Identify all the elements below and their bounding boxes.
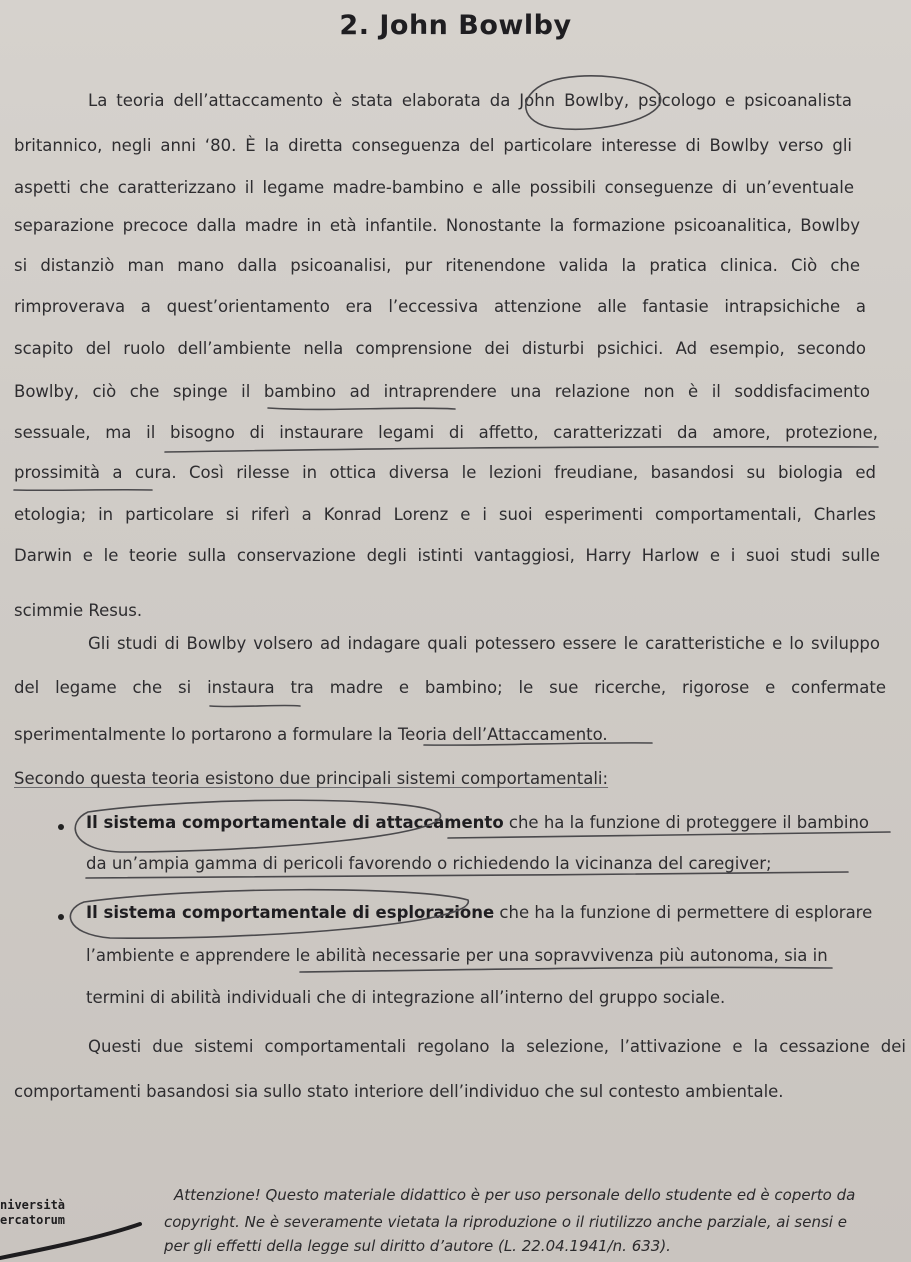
p2-line-2: del legame che si instaura tra madre e bambino; le sue ricerche, rigorose e confermate (14, 678, 886, 697)
bullet-2-first-line (86, 902, 872, 924)
bullet-2-rest: che ha la funzione di permettere di esplorare (494, 903, 873, 922)
p4-line-2: comportamenti basandosi sia sullo stato interiore dell’individuo che sul contesto ambientale. (14, 1082, 784, 1101)
bullet-dot-1 (58, 824, 64, 830)
p1-line-5: si distanziò man mano dalla psicoanalisi, pur ritenendone valida la pratica clinica. Ciò che (14, 256, 860, 275)
p1-line-9: sessuale, ma il bisogno di instaurare legami di affetto, caratterizzati da amore, protezione, (14, 423, 878, 442)
p1-line-10: prossimità a cura. Così rilesse in ottica diversa le lezioni freudiane, basandosi su biologia ed (14, 463, 876, 482)
p1-line-6: rimproverava a quest’orientamento era l’eccessiva attenzione alle fantasie intrapsichiche a (14, 297, 866, 316)
p1-line-3: aspetti che caratterizzano il legame madre-bambino e alle possibili conseguenze di un’eventuale (14, 178, 854, 197)
footer-notice-line-2: copyright. Ne è severamente vietata la riproduzione o il riutilizzo anche parziale, ai sensi e (164, 1213, 847, 1231)
bullet-1-line-2: da un’ampia gamma di pericoli favorendo o richiedendo la vicinanza del caregiver; (86, 854, 772, 873)
p1-line-4: separazione precoce dalla madre in età infantile. Nonostante la formazione psicoanalitica, Bowlby (14, 216, 860, 235)
p1-line-1: La teoria dell’attaccamento è stata elaborata da John Bowlby, psicologo e psicoanalista (88, 91, 852, 110)
bullet-2-line-3: termini di abilità individuali che di integrazione all’interno del gruppo sociale. (86, 988, 726, 1007)
bullet-2-line-2: l’ambiente e apprendere le abilità necessarie per una sopravvivenza più autonoma, sia in (86, 946, 828, 965)
p1-line-8: Bowlby, ciò che spinge il bambino ad intraprendere una relazione non è il soddisfacimento (14, 382, 870, 401)
bullet-1-bold: Il sistema comportamentale di attaccamento (86, 813, 504, 832)
p1-line-12: Darwin e le teorie sulla conservazione degli istinti vantaggiosi, Harry Harlow e i suoi studi sulle (14, 546, 880, 565)
bullet-1-rest: che ha la funzione di proteggere il bambino (503, 813, 870, 832)
university-logo-text (0, 1198, 65, 1228)
footer-notice-line-3: per gli effetti della legge sul diritto d’autore (L. 22.04.1941/n. 633). (164, 1237, 671, 1255)
bullet-dot-2 (58, 914, 64, 920)
p2-line-3: sperimentalmente lo portarono a formulare la Teoria dell’Attaccamento. (14, 725, 608, 744)
logo-line-2: ercatorum (0, 1213, 66, 1227)
p1-line-11: etologia; in particolare si riferì a Konrad Lorenz e i suoi esperimenti comportamentali, Charles (14, 505, 876, 524)
p1-line-13: scimmie Resus. (14, 601, 143, 620)
p2-line-1: Gli studi di Bowlby volsero ad indagare quali potessero essere le caratteristiche e lo sviluppo (88, 634, 880, 653)
logo-line-1: niversità (0, 1198, 66, 1212)
p4-line-1: Questi due sistemi comportamentali regolano la selezione, l’attivazione e la cessazione dei (88, 1037, 906, 1056)
page-title: 2. John Bowlby (339, 10, 572, 41)
p1-line-2: britannico, negli anni ‘80. È la diretta conseguenza del particolare interesse di Bowlby verso gli (14, 136, 852, 155)
bullet-2-bold: Il sistema comportamentale di esplorazione (86, 903, 495, 922)
p1-line-7: scapito del ruolo dell’ambiente nella comprensione dei disturbi psichici. Ad esempio, secondo (14, 339, 866, 358)
bullet-1-first-line (86, 812, 869, 834)
footer-notice-line-1: Attenzione! Questo materiale didattico è per uso personale dello studente ed è coperto da (174, 1186, 856, 1204)
p3-intro: Secondo questa teoria esistono due principali sistemi comportamentali: (14, 769, 609, 788)
